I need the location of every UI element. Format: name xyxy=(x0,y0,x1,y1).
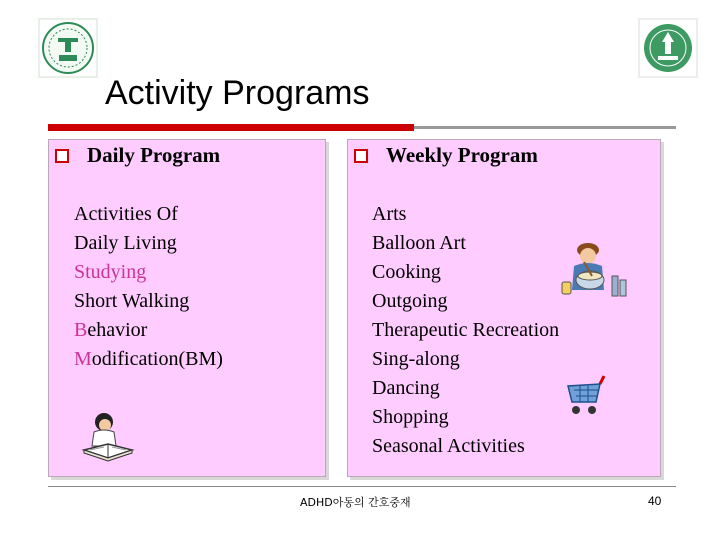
list-item: Cooking xyxy=(372,261,441,283)
list-item: Activities Of xyxy=(74,203,178,225)
weekly-program-heading-text: Weekly Program xyxy=(386,143,538,167)
daily-program-heading xyxy=(55,141,220,169)
footer-text: ADHD아동의 간호중재 xyxy=(300,496,411,509)
list-item: Seasonal Activities xyxy=(372,435,525,457)
footer-divider xyxy=(48,486,676,487)
hospital-logo-icon xyxy=(638,18,698,78)
reading-child-clipart-icon xyxy=(80,410,136,462)
list-item: Balloon Art xyxy=(372,232,466,254)
checkbox-bullet-icon xyxy=(55,149,69,163)
list-item: Short Walking xyxy=(74,290,190,312)
cooking-boy-clipart-icon xyxy=(558,240,630,306)
list-item: Sing-along xyxy=(372,348,460,370)
daily-program-heading-text: Daily Program xyxy=(87,143,221,167)
title-underline-gray xyxy=(414,126,676,129)
list-item: Behavior xyxy=(74,319,148,341)
page-number: 40 xyxy=(648,494,662,508)
list-item: Daily Living xyxy=(74,232,177,254)
weekly-program-panel xyxy=(347,139,661,477)
list-item: Dancing xyxy=(372,377,440,399)
title-underline-red xyxy=(48,124,414,131)
checkbox-bullet-icon xyxy=(354,149,368,163)
daily-program-list xyxy=(74,200,223,374)
list-item: Modification(BM) xyxy=(74,348,223,370)
weekly-program-heading xyxy=(354,141,538,169)
list-item: Outgoing xyxy=(372,290,448,312)
list-item: Studying xyxy=(74,261,147,283)
slide-title: Activity Programs xyxy=(105,74,370,112)
university-logo-icon xyxy=(38,18,98,78)
list-item: Therapeutic Recreation xyxy=(372,319,560,341)
list-item: Arts xyxy=(372,203,407,225)
weekly-program-list xyxy=(372,200,559,461)
list-item: Shopping xyxy=(372,406,449,428)
shopping-cart-clipart-icon xyxy=(566,374,608,418)
